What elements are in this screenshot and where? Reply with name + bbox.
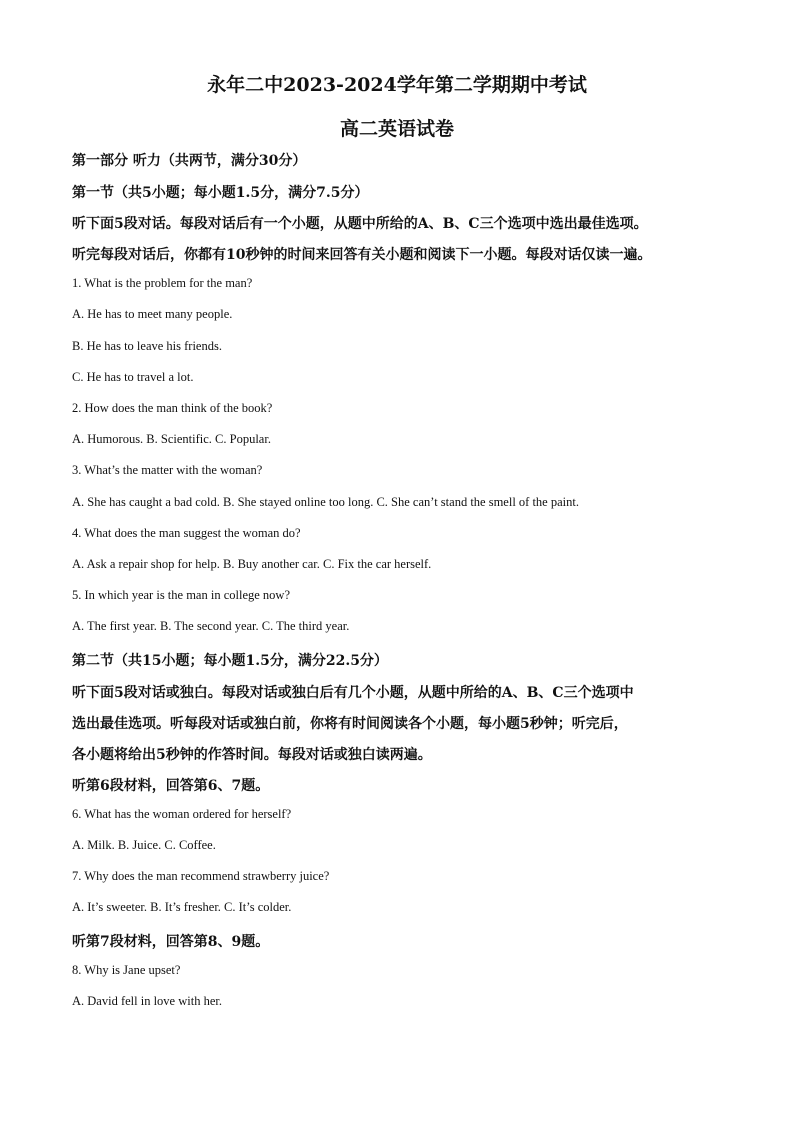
material-heading: 听第7段材料，回答第8、9题。 xyxy=(72,934,270,950)
question: 3. What’s the matter with the woman? xyxy=(72,463,263,477)
question: 5. In which year is the man in college now? xyxy=(72,588,290,602)
question: 1. What is the problem for the man? xyxy=(72,276,253,290)
section-two-heading: 第二节（共15小题；每小题1.5分，满分22.5分） xyxy=(72,653,388,669)
answer-options: A. Milk. B. Juice. C. Coffee. xyxy=(72,838,216,852)
instructions-line: 各小题将给出5秒钟的作答时间。每段对话或独白读两遍。 xyxy=(72,747,432,763)
answer-option: B. He has to leave his friends. xyxy=(72,339,222,353)
answer-options: A. It’s sweeter. B. It’s fresher. C. It’s colder. xyxy=(72,900,292,914)
answer-option: A. He has to meet many people. xyxy=(72,307,233,321)
answer-option: A. David fell in love with her. xyxy=(72,994,222,1008)
part-one-heading: 第一部分 听力（共两节，满分30分） xyxy=(72,153,307,169)
answer-options: A. She has caught a bad cold. B. She stayed online too long. C. She can’t stand the smell of the paint. xyxy=(72,495,579,509)
question: 2. How does the man think of the book? xyxy=(72,401,273,415)
instructions-line: 选出最佳选项。听每段对话或独白前，你将有时间阅读各个小题，每小题5秒钟；听完后， xyxy=(72,716,628,732)
material-heading: 听第6段材料，回答第6、7题。 xyxy=(72,778,270,794)
answer-option: C. He has to travel a lot. xyxy=(72,370,194,384)
instructions-line: 听完每段对话后，你都有10秒钟的时间来回答有关小题和阅读下一小题。每段对话仅读一遍。 xyxy=(72,247,652,263)
question: 7. Why does the man recommend strawberry juice? xyxy=(72,869,330,883)
answer-options: A. Ask a repair shop for help. B. Buy another car. C. Fix the car herself. xyxy=(72,557,432,571)
instructions-line: 听下面5段对话或独白。每段对话或独白后有几个小题，从题中所给的A、B、C三个选项中 xyxy=(72,685,634,701)
question: 6. What has the woman ordered for herself? xyxy=(72,807,292,821)
instructions-line: 听下面5段对话。每段对话后有一个小题，从题中所给的A、B、C三个选项中选出最佳选项。 xyxy=(72,216,648,232)
section-one-heading: 第一节（共5小题；每小题1.5分，满分7.5分） xyxy=(72,185,369,201)
question: 8. Why is Jane upset? xyxy=(72,963,181,977)
exam-subtitle: 高二英语试卷 xyxy=(339,118,454,140)
answer-options: A. Humorous. B. Scientific. C. Popular. xyxy=(72,432,271,446)
answer-options: A. The first year. B. The second year. C. The third year. xyxy=(72,619,350,633)
question: 4. What does the man suggest the woman do? xyxy=(72,526,301,540)
exam-title: 永年二中2023-2024学年第二学期期中考试 xyxy=(207,74,587,96)
